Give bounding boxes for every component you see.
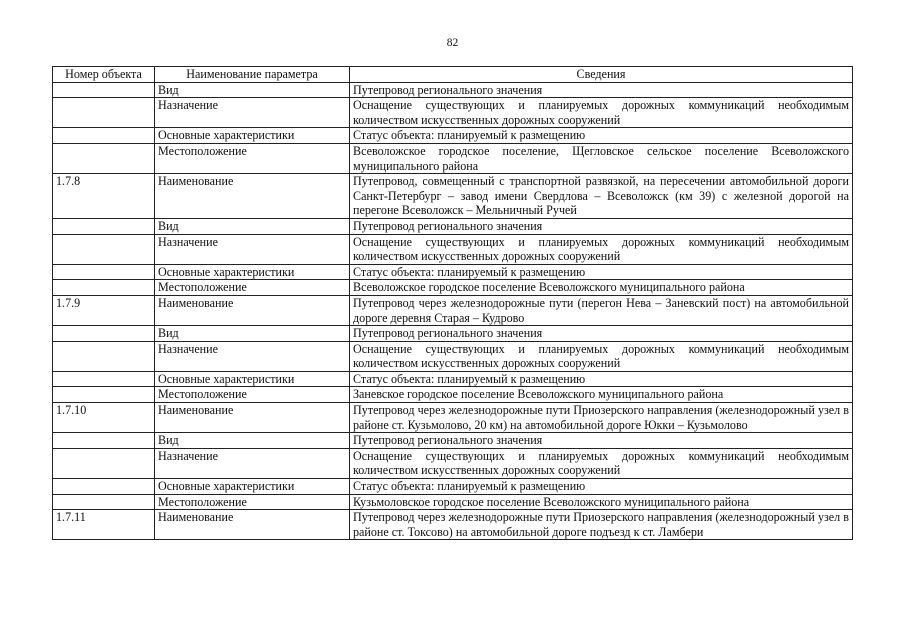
object-number-cell: 1.7.9	[53, 295, 155, 325]
details-cell: Путепровод регионального значения	[350, 433, 853, 449]
table-row	[53, 280, 853, 296]
details-cell: Всеволожское городское поселение Всеволожского муниципального района	[350, 280, 853, 296]
parameter-name-cell: Местоположение	[155, 280, 350, 296]
parameter-name-cell: Основные характеристики	[155, 128, 350, 144]
page-number: 82	[446, 37, 459, 49]
table-row	[53, 174, 853, 219]
table-row	[53, 403, 853, 433]
header-parameter-name: Наименование параметра	[155, 67, 350, 83]
parameter-name-cell: Вид	[155, 218, 350, 234]
table-row	[53, 98, 853, 128]
details-cell: Путепровод через железнодорожные пути Приозерского направления (железнодорожный узел в районе ст. Токсово) на автомобильной дороге подъезд к ст. Ламбери	[350, 510, 853, 540]
table-row	[53, 295, 853, 325]
table-row	[53, 387, 853, 403]
table-header-row	[53, 67, 853, 83]
parameter-name-cell: Назначение	[155, 448, 350, 478]
parameter-name-cell: Местоположение	[155, 143, 350, 173]
table-row	[53, 82, 853, 98]
parameter-name-cell: Наименование	[155, 403, 350, 433]
details-cell: Путепровод через железнодорожные пути (перегон Нева – Заневский пост) на автомобильной дороге деревня Старая – Кудрово	[350, 295, 853, 325]
table-body	[53, 82, 853, 540]
object-number-cell	[53, 387, 155, 403]
details-cell: Заневское городское поселение Всеволожского муниципального района	[350, 387, 853, 403]
object-number-cell	[53, 448, 155, 478]
object-number-cell	[53, 234, 155, 264]
details-cell: Путепровод через железнодорожные пути Приозерского направления (железнодорожный узел в районе ст. Кузьмолово, 20 км) на автомобильной дороге Юкки – Кузьмолово	[350, 403, 853, 433]
details-cell: Статус объекта: планируемый к размещению	[350, 264, 853, 280]
table-row	[53, 510, 853, 540]
details-cell: Всеволожское городское поселение, Щегловское сельское поселение Всеволожского муниципального района	[350, 143, 853, 173]
table-row	[53, 448, 853, 478]
details-cell: Оснащение существующих и планируемых дорожных коммуникаций необходимым количеством искусственных дорожных сооружений	[350, 98, 853, 128]
table-row	[53, 341, 853, 371]
object-number-cell	[53, 143, 155, 173]
table-row	[53, 264, 853, 280]
parameter-name-cell: Местоположение	[155, 387, 350, 403]
header-object-number: Номер объекта	[53, 67, 155, 83]
parameter-name-cell: Вид	[155, 433, 350, 449]
details-cell: Оснащение существующих и планируемых дорожных коммуникаций необходимым количеством искусственных дорожных сооружений	[350, 448, 853, 478]
details-cell: Путепровод регионального значения	[350, 326, 853, 342]
object-number-cell	[53, 479, 155, 495]
object-number-cell	[53, 280, 155, 296]
object-number-cell	[53, 341, 155, 371]
details-cell: Оснащение существующих и планируемых дорожных коммуникаций необходимым количеством искусственных дорожных сооружений	[350, 234, 853, 264]
table-row	[53, 128, 853, 144]
parameter-name-cell: Местоположение	[155, 494, 350, 510]
object-number-cell	[53, 371, 155, 387]
table-row	[53, 494, 853, 510]
table-row	[53, 479, 853, 495]
object-number-cell: 1.7.11	[53, 510, 155, 540]
table-row	[53, 326, 853, 342]
parameter-name-cell: Наименование	[155, 510, 350, 540]
objects-table	[52, 66, 853, 540]
parameter-name-cell: Вид	[155, 326, 350, 342]
details-cell: Статус объекта: планируемый к размещению	[350, 128, 853, 144]
object-number-cell	[53, 98, 155, 128]
header-details: Сведения	[350, 67, 853, 83]
table-row	[53, 433, 853, 449]
object-number-cell: 1.7.8	[53, 174, 155, 219]
parameter-name-cell: Назначение	[155, 234, 350, 264]
object-number-cell	[53, 128, 155, 144]
parameter-name-cell: Вид	[155, 82, 350, 98]
parameter-name-cell: Наименование	[155, 295, 350, 325]
object-number-cell	[53, 494, 155, 510]
object-number-cell	[53, 82, 155, 98]
parameter-name-cell: Основные характеристики	[155, 479, 350, 495]
parameter-name-cell: Основные характеристики	[155, 264, 350, 280]
details-cell: Статус объекта: планируемый к размещению	[350, 479, 853, 495]
details-cell: Путепровод регионального значения	[350, 82, 853, 98]
object-number-cell	[53, 326, 155, 342]
details-cell: Кузьмоловское городское поселение Всеволожского муниципального района	[350, 494, 853, 510]
object-number-cell: 1.7.10	[53, 403, 155, 433]
object-number-cell	[53, 264, 155, 280]
object-number-cell	[53, 433, 155, 449]
object-number-cell	[53, 218, 155, 234]
parameter-name-cell: Назначение	[155, 98, 350, 128]
parameter-name-cell: Назначение	[155, 341, 350, 371]
table-row	[53, 218, 853, 234]
parameter-name-cell: Основные характеристики	[155, 371, 350, 387]
table-row	[53, 143, 853, 173]
details-cell: Статус объекта: планируемый к размещению	[350, 371, 853, 387]
details-cell: Путепровод регионального значения	[350, 218, 853, 234]
parameter-name-cell: Наименование	[155, 174, 350, 219]
details-cell: Оснащение существующих и планируемых дорожных коммуникаций необходимым количеством искусственных дорожных сооружений	[350, 341, 853, 371]
table-row	[53, 371, 853, 387]
table-row	[53, 234, 853, 264]
details-cell: Путепровод, совмещенный с транспортной развязкой, на пересечении автомобильной дороги Санкт-Петербург – завод имени Свердлова – Всеволожск (км 39) с железной дорогой на перегоне Всеволожск – Мельничный Ручей	[350, 174, 853, 219]
